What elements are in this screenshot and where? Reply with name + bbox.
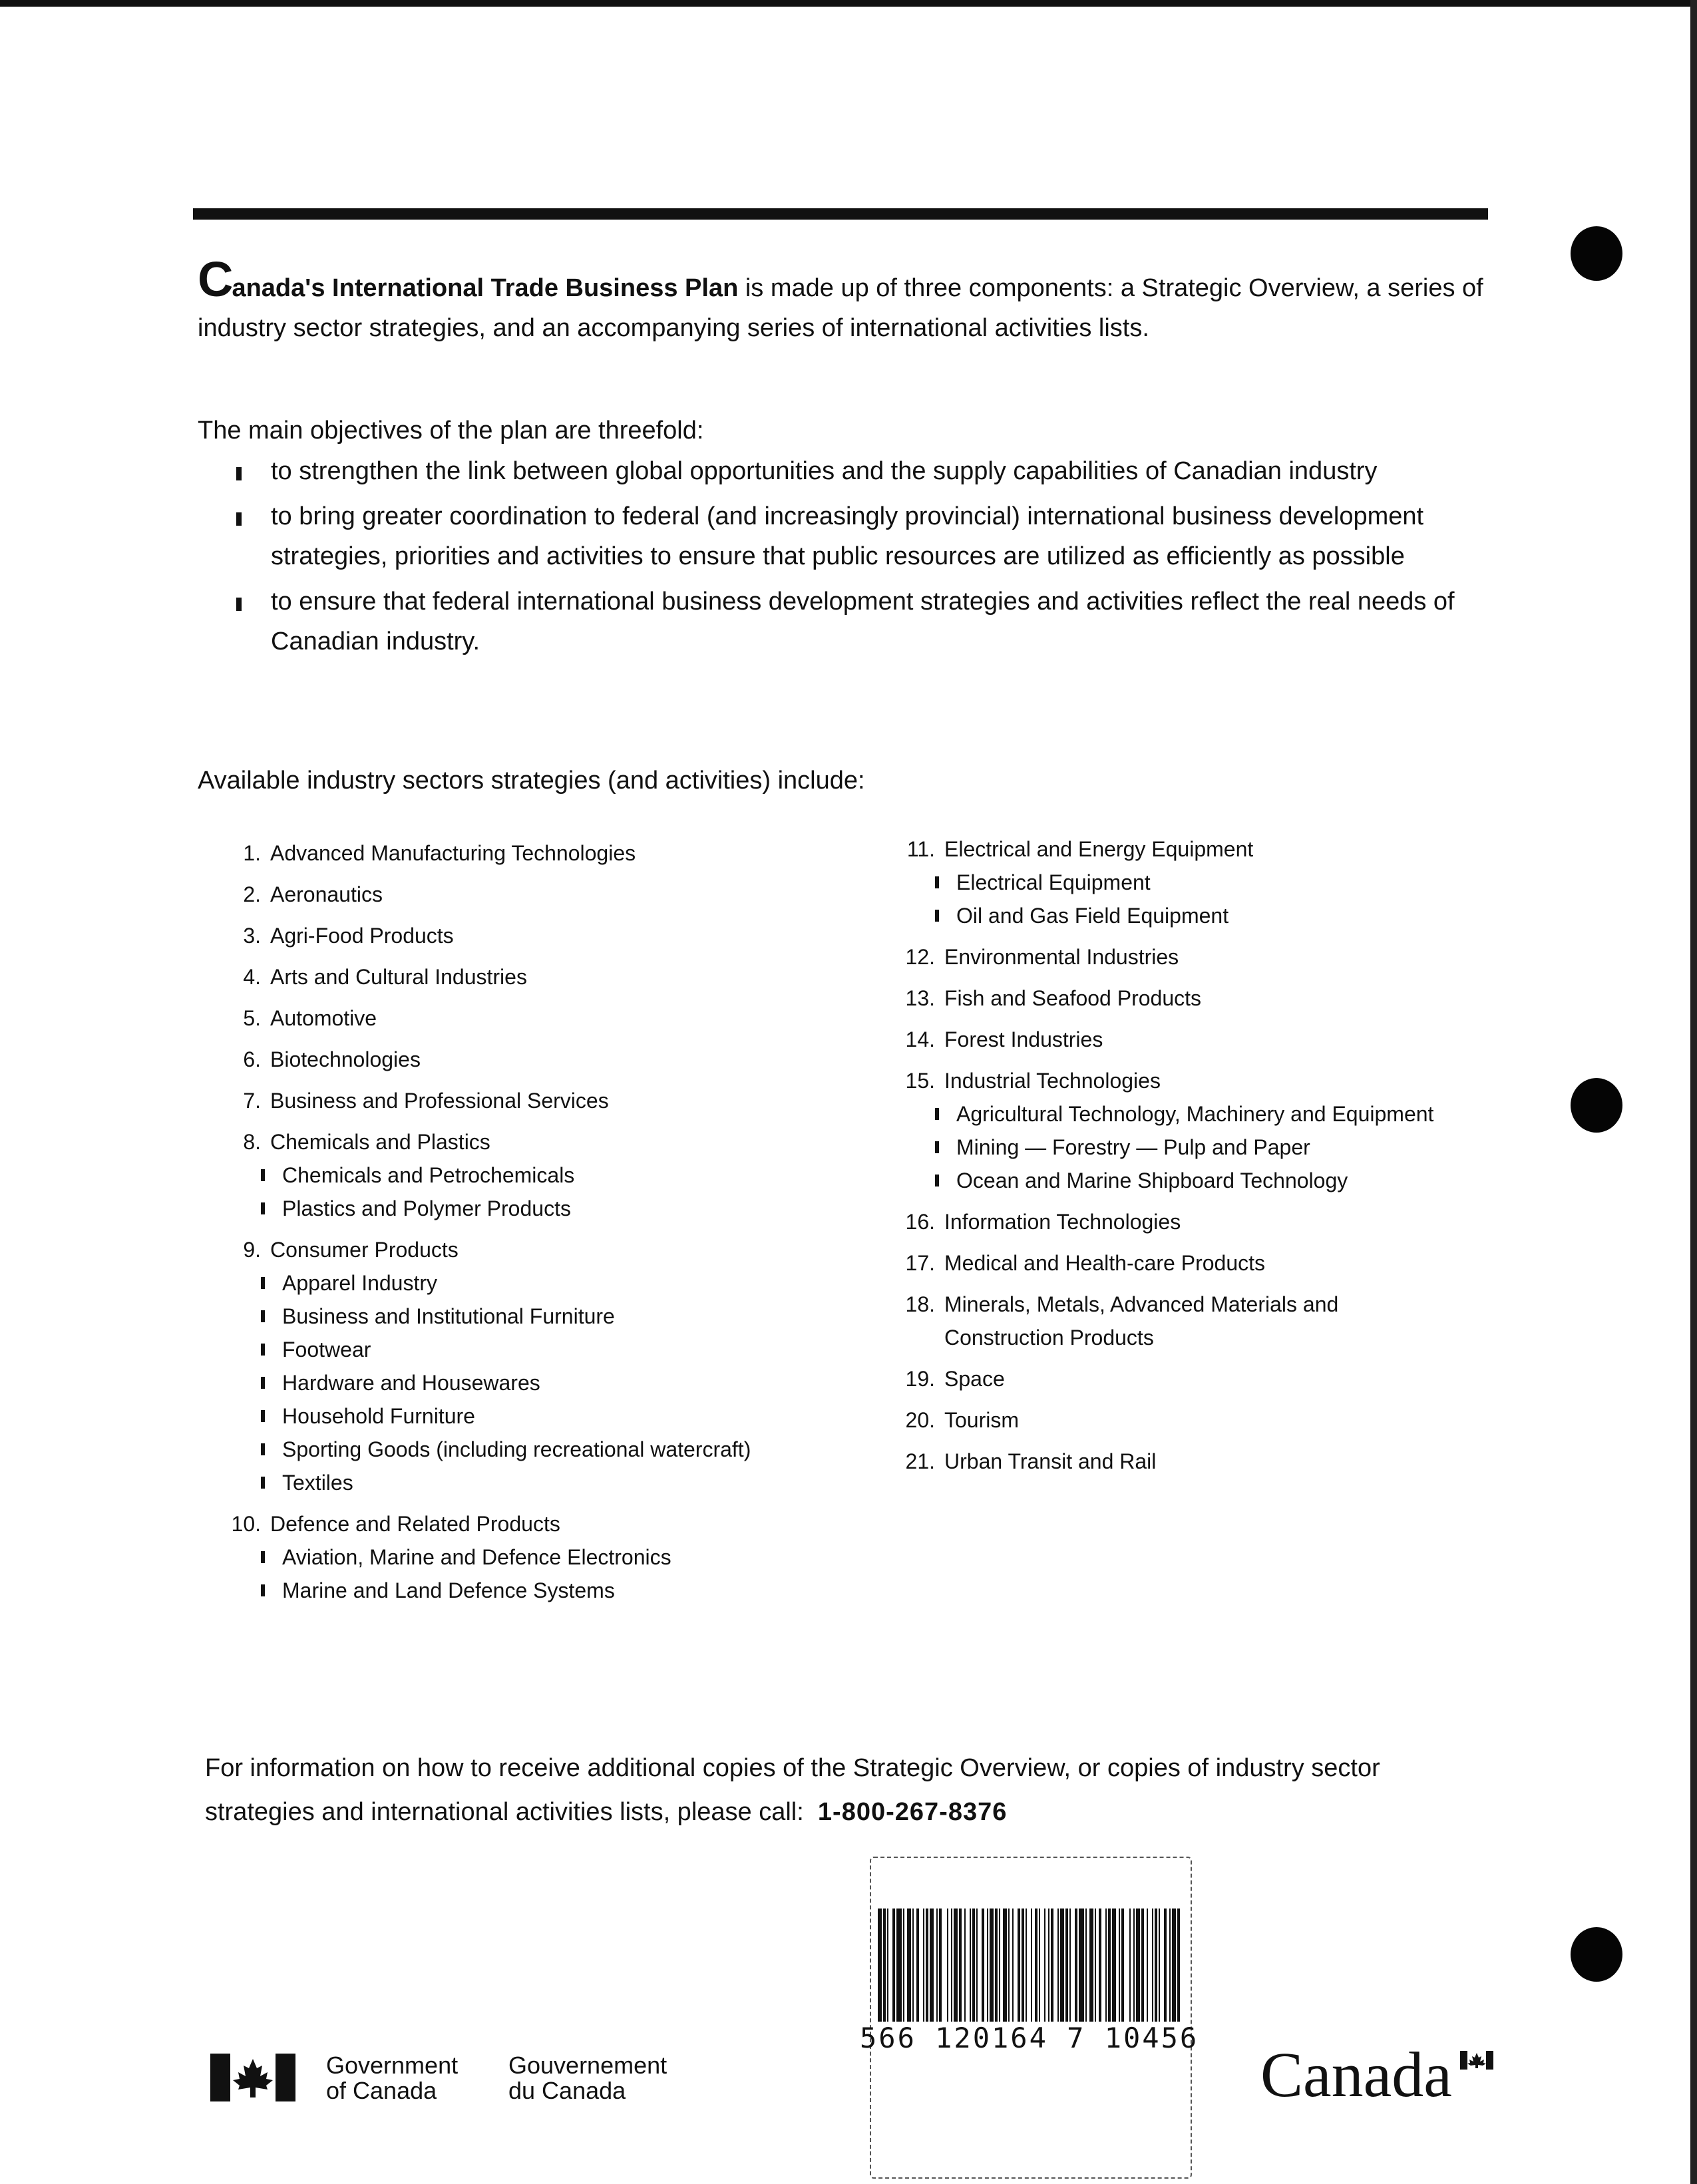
sector-label: Advanced Manufacturing Technologies xyxy=(270,841,636,865)
sector-subitem-label: Household Furniture xyxy=(282,1404,475,1428)
sector-label-continued: Construction Products xyxy=(944,1326,1154,1350)
binder-hole-top xyxy=(1571,226,1622,281)
barcode-bar xyxy=(930,1909,934,2022)
sector-subitem-label: Mining — Forestry — Pulp and Paper xyxy=(956,1135,1310,1159)
bullet-icon xyxy=(261,1169,265,1181)
barcode-bar xyxy=(1026,1909,1027,2022)
sector-label: Industrial Technologies xyxy=(944,1069,1161,1093)
barcode-bar xyxy=(1159,1909,1160,2022)
barcode-bar xyxy=(892,1909,895,2022)
sector-item xyxy=(208,1043,847,1076)
barcode-bar xyxy=(1133,1909,1135,2022)
bullet-icon xyxy=(261,1377,265,1389)
sectors-lead: Available industry sectors strategies (and activities) include: xyxy=(198,767,865,795)
sector-label: Biotechnologies xyxy=(270,1047,421,1071)
barcode-bar xyxy=(1136,1909,1140,2022)
sector-subitem-label: Agricultural Technology, Machinery and Equipment xyxy=(956,1102,1434,1126)
bullet-icon xyxy=(935,910,939,922)
sector-item xyxy=(882,982,1521,1015)
barcode-bar xyxy=(1039,1909,1040,2022)
sector-subitem-label: Hardware and Housewares xyxy=(282,1371,540,1395)
sector-item xyxy=(208,919,847,952)
sector-subitem xyxy=(261,1300,847,1333)
barcode-bar xyxy=(1112,1909,1116,2022)
objective-item xyxy=(236,582,1487,661)
sector-item xyxy=(208,878,847,911)
bullet-icon xyxy=(236,598,242,611)
sector-number: 13. xyxy=(905,986,935,1010)
barcode-bar xyxy=(1095,1909,1096,2022)
drop-cap: C xyxy=(198,252,232,307)
barcode-bar xyxy=(954,1909,958,2022)
sector-label: Aeronautics xyxy=(270,882,383,906)
sector-subitem xyxy=(261,1192,847,1225)
barcode-bar xyxy=(982,1909,984,2022)
sector-row xyxy=(882,982,1521,1015)
sector-row xyxy=(882,1362,1521,1395)
sector-row xyxy=(882,940,1521,974)
sector-subitem-label: Apparel Industry xyxy=(282,1271,438,1295)
sector-subitem-label: Chemicals and Petrochemicals xyxy=(282,1163,575,1187)
sector-row xyxy=(208,960,847,994)
sector-item xyxy=(882,1403,1521,1437)
sector-list-right xyxy=(882,832,1521,1486)
barcode-bar xyxy=(1075,1909,1077,2022)
binder-hole-middle xyxy=(1571,1078,1622,1133)
objective-text: to ensure that federal international business development strategies and activities reflect the real needs of Canadian industry. xyxy=(271,588,1455,655)
sector-number: 11. xyxy=(906,837,935,861)
sector-subitem-label: Business and Institutional Furniture xyxy=(282,1304,615,1328)
barcode-bar xyxy=(990,1909,994,2022)
barcode-bar xyxy=(1177,1909,1180,2022)
bullet-icon xyxy=(261,1584,265,1596)
barcode-bar xyxy=(896,1909,902,2022)
sector-subitem xyxy=(261,1266,847,1300)
sector-subitem xyxy=(261,1159,847,1192)
objectives-list xyxy=(236,451,1487,667)
gov-en-line1: Government xyxy=(326,2052,459,2079)
government-of-canada-fr xyxy=(508,2053,667,2103)
sector-subitem-label: Footwear xyxy=(282,1338,371,1362)
sector-subitem xyxy=(935,866,1521,899)
wordmark-flag-icon xyxy=(1460,2051,1493,2070)
sector-label: Automotive xyxy=(270,1006,377,1030)
sector-item xyxy=(882,1023,1521,1056)
sector-subitem-label: Plastics and Polymer Products xyxy=(282,1196,571,1220)
sector-number: 19. xyxy=(905,1367,935,1391)
objective-text: to bring greater coordination to federal (and increasingly provincial) international business development strategies, priorities and activities to ensure that public resources are utilized as efficiently as possible xyxy=(271,502,1424,570)
page-right-edge xyxy=(1690,0,1697,2184)
sector-row xyxy=(882,1064,1521,1097)
sector-label: Arts and Cultural Industries xyxy=(270,965,527,989)
bullet-icon xyxy=(261,1551,265,1563)
sector-item xyxy=(882,1205,1521,1238)
barcode-bar xyxy=(1031,1909,1032,2022)
sector-subitem xyxy=(261,1399,847,1433)
gov-en-line2: of Canada xyxy=(326,2077,437,2104)
sector-subitem-label: Marine and Land Defence Systems xyxy=(282,1578,615,1602)
sector-subitem-label: Electrical Equipment xyxy=(956,870,1151,894)
sector-row xyxy=(208,1507,847,1541)
bullet-icon xyxy=(261,1277,265,1289)
sector-item xyxy=(208,1084,847,1117)
sector-row xyxy=(208,1043,847,1076)
barcode-bar xyxy=(1022,1909,1024,2022)
bullet-icon xyxy=(261,1202,265,1214)
sector-row xyxy=(882,1288,1521,1321)
sector-label: Consumer Products xyxy=(270,1238,459,1262)
sector-subitem-label: Sporting Goods (including recreational watercraft) xyxy=(282,1437,751,1461)
barcode-bar xyxy=(999,1909,1000,2022)
sector-number: 16. xyxy=(905,1210,935,1234)
sector-item xyxy=(882,940,1521,974)
sector-row xyxy=(208,878,847,911)
sector-number: 5. xyxy=(243,1006,261,1030)
sector-label: Information Technologies xyxy=(944,1210,1181,1234)
sector-number: 14. xyxy=(905,1027,935,1051)
sector-subitem xyxy=(261,1466,847,1499)
barcode-bar xyxy=(1152,1909,1153,2022)
barcode-bar xyxy=(947,1909,948,2022)
barcode-bar xyxy=(1069,1909,1071,2022)
barcode-bar xyxy=(976,1909,978,2022)
barcode-bar xyxy=(1141,1909,1144,2022)
barcode-bar xyxy=(1008,1909,1010,2022)
contact-text: For information on how to receive additional copies of the Strategic Overview, or copies of industry sector strategies and international activities lists, please call: xyxy=(205,1754,1380,1826)
barcode-bar xyxy=(1119,1909,1120,2022)
barcode-bar xyxy=(912,1909,914,2022)
objectives-lead: The main objectives of the plan are threefold: xyxy=(198,417,704,445)
sector-label: Defence and Related Products xyxy=(270,1512,560,1536)
sector-item xyxy=(208,1001,847,1035)
sector-number: 9. xyxy=(243,1238,261,1262)
bullet-icon xyxy=(236,512,242,526)
page-top-edge xyxy=(0,0,1697,7)
sector-subitem xyxy=(935,1131,1521,1164)
sector-row xyxy=(882,832,1521,866)
sector-number: 10. xyxy=(231,1512,261,1536)
sector-label: Fish and Seafood Products xyxy=(944,986,1202,1010)
sector-item xyxy=(882,832,1521,932)
sector-number: 7. xyxy=(243,1089,261,1113)
sector-row xyxy=(882,1445,1521,1478)
barcode-bar xyxy=(1012,1909,1014,2022)
objective-text: to strengthen the link between global opportunities and the supply capabilities of Canadian industry xyxy=(271,457,1378,485)
objective-item xyxy=(236,496,1487,576)
barcode-bar xyxy=(1169,1909,1171,2022)
bullet-icon xyxy=(935,1108,939,1120)
barcode-bar xyxy=(1035,1909,1037,2022)
barcode-bar xyxy=(1089,1909,1093,2022)
sector-row xyxy=(882,1205,1521,1238)
sector-item xyxy=(882,1064,1521,1197)
sector-item xyxy=(208,836,847,870)
barcode-bar xyxy=(1172,1909,1176,2022)
binder-hole-bottom xyxy=(1571,1927,1622,1982)
sector-label: Agri-Food Products xyxy=(270,924,454,948)
barcode-bar xyxy=(1060,1909,1064,2022)
sector-label: Tourism xyxy=(944,1408,1020,1432)
sector-item xyxy=(208,1125,847,1225)
barcode-bar xyxy=(1121,1909,1124,2022)
sector-item xyxy=(882,1246,1521,1280)
barcode-bar xyxy=(1065,1909,1068,2022)
barcode-bar xyxy=(1048,1909,1049,2022)
sector-row xyxy=(208,1001,847,1035)
sector-subitem-label: Textiles xyxy=(282,1471,353,1495)
barcode-bar xyxy=(1155,1909,1157,2022)
barcode-bar xyxy=(1108,1909,1111,2022)
sector-subitem-label: Aviation, Marine and Defence Electronics xyxy=(282,1545,671,1569)
sector-label: Forest Industries xyxy=(944,1027,1103,1051)
sector-number: 12. xyxy=(905,945,935,969)
sector-subitem xyxy=(935,1164,1521,1197)
canada-flag-icon xyxy=(210,2054,295,2101)
barcode-bar xyxy=(1079,1909,1084,2022)
sector-number: 18. xyxy=(905,1292,935,1316)
sector-label: Minerals, Metals, Advanced Materials and xyxy=(944,1292,1339,1316)
canada-wordmark: Canada xyxy=(1260,2039,1452,2110)
sector-number: 8. xyxy=(243,1130,261,1154)
sector-number: 1. xyxy=(243,841,261,865)
barcode-bar xyxy=(1057,1909,1059,2022)
phone-number: 1-800-267-8376 xyxy=(817,1798,1008,1826)
sector-row xyxy=(208,836,847,870)
sector-subitem-label: Oil and Gas Field Equipment xyxy=(956,904,1229,928)
barcode-bar xyxy=(1129,1909,1131,2022)
sector-item xyxy=(882,1445,1521,1478)
sector-subitem-label: Ocean and Marine Shipboard Technology xyxy=(956,1169,1348,1192)
barcode-bar xyxy=(1003,1909,1007,2022)
sector-number: 4. xyxy=(243,965,261,989)
barcode-bar xyxy=(951,1909,952,2022)
sector-number: 15. xyxy=(905,1069,935,1093)
bullet-icon xyxy=(261,1477,265,1489)
sector-subitem xyxy=(261,1541,847,1574)
barcode-bar xyxy=(1164,1909,1167,2022)
sector-label: Chemicals and Plastics xyxy=(270,1130,490,1154)
bullet-icon xyxy=(261,1310,265,1322)
sector-row xyxy=(882,1403,1521,1437)
barcode-bar xyxy=(995,1909,998,2022)
bullet-icon xyxy=(935,1141,939,1153)
sector-item xyxy=(882,1288,1521,1354)
sector-label: Electrical and Energy Equipment xyxy=(944,837,1254,861)
gov-fr-line1: Gouvernement xyxy=(508,2052,667,2079)
sector-item xyxy=(208,1507,847,1607)
barcode-bar xyxy=(1051,1909,1053,2022)
sector-item xyxy=(208,960,847,994)
barcode-bar xyxy=(959,1909,962,2022)
sector-subitem xyxy=(935,899,1521,932)
sector-row xyxy=(208,1125,847,1159)
barcode-bar xyxy=(903,1909,904,2022)
plan-name: anada's International Trade Business Plan xyxy=(232,274,739,302)
bullet-icon xyxy=(935,1175,939,1186)
header-rule xyxy=(193,208,1488,220)
sector-number: 6. xyxy=(243,1047,261,1071)
sector-item xyxy=(882,1362,1521,1395)
barcode-bar xyxy=(972,1909,975,2022)
sector-label: Business and Professional Services xyxy=(270,1089,609,1113)
barcode-bar xyxy=(1105,1909,1107,2022)
barcode-bar xyxy=(916,1909,919,2022)
sector-row xyxy=(208,1233,847,1266)
intro-text: is made up of three components: a Strategic Overview, a series of industry sector strategies, and an accompanying series of international activities lists. xyxy=(198,274,1483,342)
barcode-bar xyxy=(878,1909,882,2022)
sector-row xyxy=(882,1246,1521,1280)
barcode-bar xyxy=(1147,1909,1148,2022)
barcode-bar xyxy=(939,1909,942,2022)
sector-subitem xyxy=(261,1574,847,1607)
sector-subitem xyxy=(261,1366,847,1399)
intro-paragraph xyxy=(198,252,1489,348)
gov-fr-line2: du Canada xyxy=(508,2077,626,2104)
barcode-bar xyxy=(1044,1909,1045,2022)
barcode-bar xyxy=(1085,1909,1087,2022)
government-of-canada-en xyxy=(326,2053,458,2103)
bullet-icon xyxy=(261,1410,265,1422)
sector-subitem xyxy=(261,1433,847,1466)
sector-item xyxy=(208,1233,847,1499)
barcode-bar xyxy=(883,1909,886,2022)
sector-row xyxy=(208,919,847,952)
barcode-bar xyxy=(923,1909,924,2022)
sector-list-left xyxy=(208,836,847,1615)
sector-number: 17. xyxy=(905,1251,935,1275)
sector-label: Space xyxy=(944,1367,1005,1391)
barcode-bar xyxy=(970,1909,971,2022)
barcode-bar xyxy=(987,1909,988,2022)
sector-row xyxy=(882,1023,1521,1056)
barcode-bar xyxy=(936,1909,938,2022)
barcode-bar xyxy=(1099,1909,1101,2022)
barcode-bar xyxy=(887,1909,888,2022)
barcode-bar xyxy=(926,1909,928,2022)
sector-label: Urban Transit and Rail xyxy=(944,1449,1157,1473)
sector-label: Medical and Health-care Products xyxy=(944,1251,1266,1275)
barcode-icon xyxy=(874,1909,1187,2022)
bullet-icon xyxy=(261,1344,265,1356)
barcode-bar xyxy=(964,1909,966,2022)
sector-label: Environmental Industries xyxy=(944,945,1179,969)
barcode-digits: 566 120164 7 10456 xyxy=(860,2022,1199,2054)
sector-number: 21. xyxy=(905,1449,935,1473)
bullet-icon xyxy=(935,876,939,888)
barcode-bar xyxy=(907,1909,911,2022)
barcode-bar xyxy=(1018,1909,1020,2022)
sector-row xyxy=(208,1084,847,1117)
sector-number: 3. xyxy=(243,924,261,948)
bullet-icon xyxy=(261,1443,265,1455)
sector-subitem xyxy=(935,1097,1521,1131)
contact-paragraph xyxy=(205,1746,1496,1834)
sector-number: 2. xyxy=(243,882,261,906)
sector-subitem xyxy=(261,1333,847,1366)
sector-number: 20. xyxy=(905,1408,935,1432)
bullet-icon xyxy=(236,467,242,480)
objective-item xyxy=(236,451,1487,491)
